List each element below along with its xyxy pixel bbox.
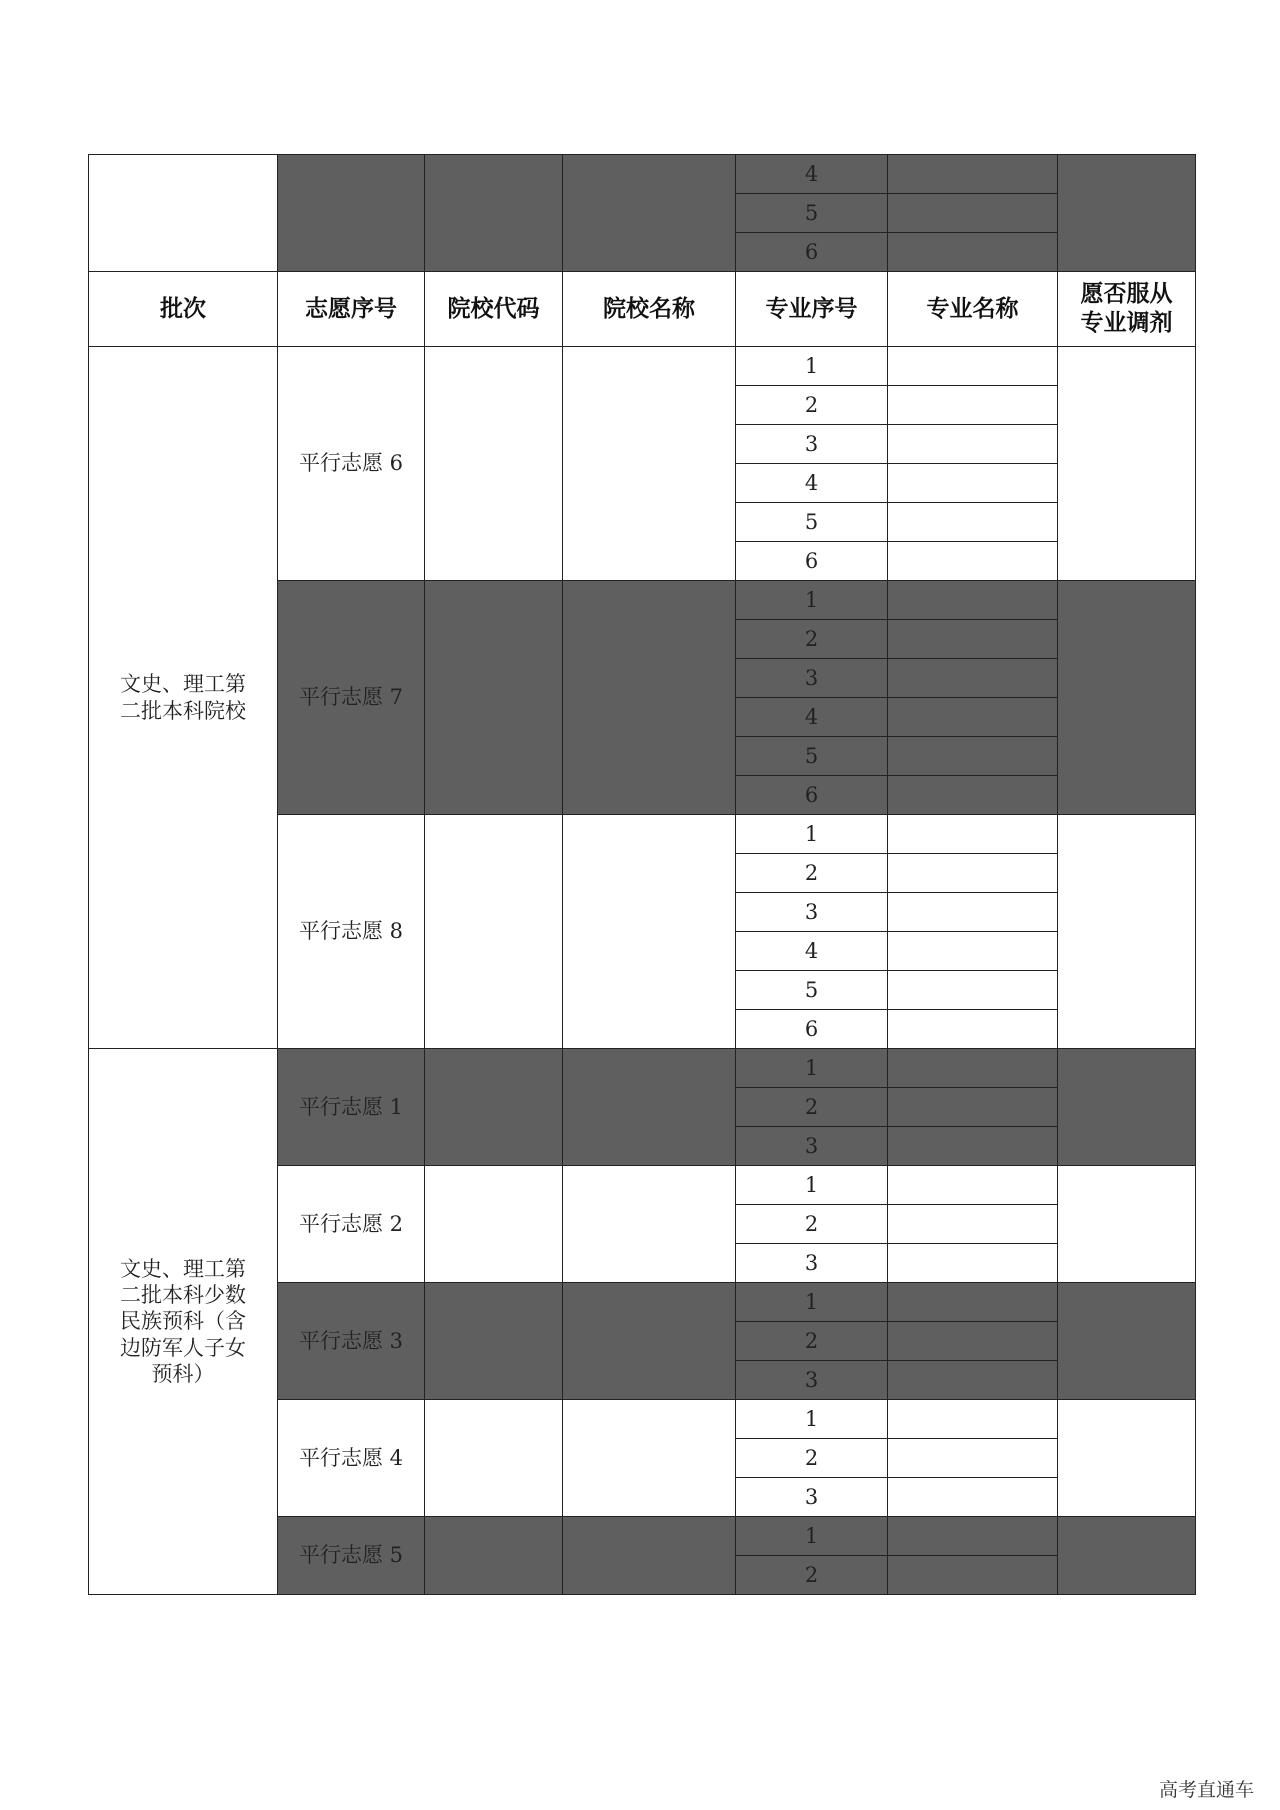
major-name-cell[interactable] [888,776,1058,815]
major-seq: 4 [736,932,888,971]
major-name-cell[interactable] [888,932,1058,971]
application-form-table [88,154,1196,1595]
batch-label-line: 文史、理工第 [120,672,246,697]
major-seq: 5 [736,737,888,776]
major-seq: 1 [736,1049,888,1088]
major-seq: 2 [736,854,888,893]
major-seq: 3 [736,659,888,698]
school-name-cell[interactable] [563,155,736,272]
major-seq: 5 [736,971,888,1010]
obey-adjust-cell[interactable] [1058,347,1196,581]
major-name-cell[interactable] [888,893,1058,932]
school-name-cell[interactable] [563,581,736,815]
major-seq: 2 [736,1205,888,1244]
major-name-cell[interactable] [888,581,1058,620]
major-name-cell[interactable] [888,1322,1058,1361]
watermark: 高考直通车 [1158,1779,1254,1801]
major-seq: 3 [736,1127,888,1166]
major-name-cell[interactable] [888,1244,1058,1283]
header-row [89,272,1196,347]
major-seq: 3 [736,1361,888,1400]
obey-adjust-cell[interactable] [1058,155,1196,272]
school-code-cell[interactable] [425,1283,563,1400]
volunteer-label: 平行志愿 1 [278,1049,425,1166]
batch-cell [89,347,278,1049]
header-major-name: 专业名称 [888,272,1058,347]
volunteer-label: 平行志愿 4 [278,1400,425,1517]
major-name-cell[interactable] [888,620,1058,659]
batch-label-line: 边防军人子女 [120,1335,246,1360]
major-seq: 3 [736,893,888,932]
major-seq: 5 [736,503,888,542]
school-code-cell[interactable] [425,155,563,272]
major-name-cell[interactable] [888,815,1058,854]
volunteer-label: 平行志愿 7 [278,581,425,815]
obey-adjust-cell[interactable] [1058,1400,1196,1517]
major-seq: 6 [736,776,888,815]
school-name-cell[interactable] [563,1049,736,1166]
major-name-cell[interactable] [888,1400,1058,1439]
major-name-cell[interactable] [888,1361,1058,1400]
major-seq: 5 [736,194,888,233]
major-name-cell[interactable] [888,1556,1058,1595]
major-name-cell[interactable] [888,1205,1058,1244]
major-seq: 1 [736,1517,888,1556]
major-seq: 1 [736,581,888,620]
school-name-cell[interactable] [563,1517,736,1595]
school-code-cell[interactable] [425,1400,563,1517]
major-name-cell[interactable] [888,464,1058,503]
major-seq: 1 [736,1166,888,1205]
major-name-cell[interactable] [888,542,1058,581]
major-seq: 1 [736,815,888,854]
batch-label-line: 二批本科少数 [120,1283,246,1308]
table-row [89,1049,1196,1088]
school-name-cell[interactable] [563,815,736,1049]
major-name-cell[interactable] [888,194,1058,233]
major-name-cell[interactable] [888,1283,1058,1322]
batch-label-line: 文史、理工第 [120,1256,246,1281]
obey-adjust-cell[interactable] [1058,1049,1196,1166]
major-seq: 6 [736,1010,888,1049]
major-seq: 2 [736,1556,888,1595]
school-name-cell[interactable] [563,1166,736,1283]
section-second-batch [89,347,1196,1049]
major-name-cell[interactable] [888,737,1058,776]
major-seq: 1 [736,347,888,386]
school-code-cell[interactable] [425,1517,563,1595]
major-name-cell[interactable] [888,1517,1058,1556]
header-obey-line1: 愿否服从 [1080,281,1173,308]
volunteer-label: 平行志愿 6 [278,347,425,581]
batch-label-line: 预科） [151,1361,215,1386]
major-seq: 3 [736,425,888,464]
header-major-no: 专业序号 [736,272,888,347]
obey-adjust-cell[interactable] [1058,1166,1196,1283]
header-volunteer-no: 志愿序号 [278,272,425,347]
major-name-cell[interactable] [888,155,1058,194]
obey-adjust-cell[interactable] [1058,581,1196,815]
major-name-cell[interactable] [888,659,1058,698]
major-name-cell[interactable] [888,698,1058,737]
major-seq: 2 [736,1088,888,1127]
major-name-cell[interactable] [888,1049,1058,1088]
major-name-cell[interactable] [888,971,1058,1010]
school-name-cell[interactable] [563,347,736,581]
school-code-cell[interactable] [425,815,563,1049]
obey-adjust-cell[interactable] [1058,1517,1196,1595]
obey-adjust-cell[interactable] [1058,815,1196,1049]
major-name-cell[interactable] [888,503,1058,542]
volunteer-label: 平行志愿 5 [278,1517,425,1595]
major-name-cell[interactable] [888,386,1058,425]
volunteer-label: 平行志愿 2 [278,1166,425,1283]
major-seq: 4 [736,155,888,194]
volunteer-label: 平行志愿 3 [278,1283,425,1400]
major-name-cell[interactable] [888,1010,1058,1049]
school-code-cell[interactable] [425,347,563,581]
major-name-cell[interactable] [888,1166,1058,1205]
header-obey-line2: 专业调剂 [1080,310,1173,336]
major-name-cell[interactable] [888,1439,1058,1478]
school-code-cell[interactable] [425,581,563,815]
header-school-code: 院校代码 [425,272,563,347]
major-seq: 1 [736,1400,888,1439]
major-name-cell[interactable] [888,1478,1058,1517]
header-school-name: 院校名称 [563,272,736,347]
major-seq: 1 [736,1283,888,1322]
major-name-cell[interactable] [888,1127,1058,1166]
school-code-cell[interactable] [425,1166,563,1283]
major-seq: 6 [736,542,888,581]
major-name-cell[interactable] [888,425,1058,464]
major-seq: 2 [736,620,888,659]
major-seq: 3 [736,1478,888,1517]
major-seq: 2 [736,1439,888,1478]
major-seq: 2 [736,386,888,425]
major-seq: 2 [736,1322,888,1361]
batch-label-line: 民族预科（含 [120,1309,246,1334]
major-name-cell[interactable] [888,1088,1058,1127]
major-seq: 4 [736,698,888,737]
school-code-cell[interactable] [425,1049,563,1166]
major-name-cell[interactable] [888,854,1058,893]
obey-adjust-cell[interactable] [1058,1283,1196,1400]
table-row [89,155,1196,194]
major-seq: 6 [736,233,888,272]
batch-cell-empty [89,155,278,272]
section-second-batch-minority [89,1049,1196,1595]
batch-cell [89,1049,278,1595]
volunteer-cell-empty [278,155,425,272]
school-name-cell[interactable] [563,1283,736,1400]
header-obey-adjust [1058,272,1196,347]
header-batch: 批次 [89,272,278,347]
major-name-cell[interactable] [888,233,1058,272]
batch-label-line: 二批本科院校 [120,698,246,723]
table-row [89,347,1196,386]
major-name-cell[interactable] [888,347,1058,386]
school-name-cell[interactable] [563,1400,736,1517]
major-seq: 3 [736,1244,888,1283]
major-seq: 4 [736,464,888,503]
volunteer-label: 平行志愿 8 [278,815,425,1049]
